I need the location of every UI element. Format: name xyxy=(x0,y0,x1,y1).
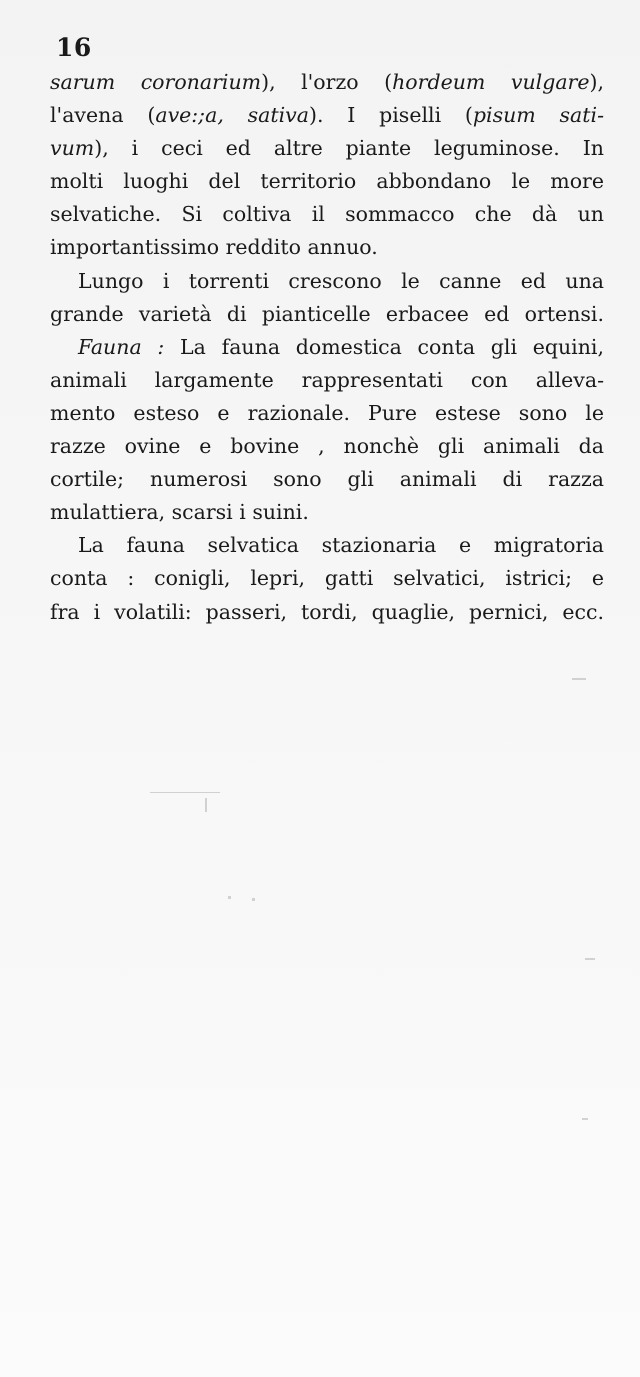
page-number: 16 xyxy=(56,33,92,62)
italic-term: sarum coronarium xyxy=(50,70,262,94)
section-label: Fauna : xyxy=(78,334,165,359)
text-run: ). I piselli ( xyxy=(308,103,473,128)
text-run: Lungo i torrenti crescono le canne ed una xyxy=(78,268,604,293)
italic-term: hordeum vulgare xyxy=(392,70,590,94)
paper-speck xyxy=(150,792,220,793)
text-line xyxy=(50,331,604,364)
text-run: ), l'orzo ( xyxy=(261,70,393,94)
text-line xyxy=(50,596,604,629)
text-line xyxy=(50,132,604,165)
text-line xyxy=(50,66,604,99)
text-run: fra i volatili: passeri, tordi, quaglie, pernici, ecc. xyxy=(50,599,604,624)
text-line xyxy=(50,463,604,496)
text-run: mulattiera, scarsi i suini. xyxy=(50,500,309,525)
text-line xyxy=(50,265,604,298)
text-run: ), xyxy=(589,70,604,94)
italic-term: pisum sati- xyxy=(472,103,604,128)
text-run: ), i ceci ed altre piante leguminose. In xyxy=(94,136,604,161)
text-run: La fauna selvatica stazionaria e migratoria xyxy=(78,533,604,558)
text-run: grande varietà di pianticelle erbacee ed ortensi. xyxy=(50,301,604,326)
text-line xyxy=(50,562,604,595)
paper-speck xyxy=(572,678,586,680)
text-line xyxy=(50,198,604,231)
text-line xyxy=(50,364,604,397)
text-line xyxy=(50,430,604,463)
text-line xyxy=(50,165,604,198)
text-run: conta : conigli, lepri, gatti selvatici, istrici; e xyxy=(50,566,604,591)
text-line xyxy=(50,231,604,264)
text-run: animali largamente rappresentati con alleva- xyxy=(50,367,604,392)
body-text xyxy=(50,66,604,629)
text-run: razze ovine e bovine , nonchè gli animali da xyxy=(50,434,604,459)
text-run: La fauna domestica conta gli equini, xyxy=(164,334,605,359)
text-run: l'avena ( xyxy=(50,103,156,128)
text-run: importantissimo reddito annuo. xyxy=(50,235,378,260)
paper-speck xyxy=(252,898,255,901)
text-line xyxy=(50,496,604,529)
italic-term: vum xyxy=(50,136,95,161)
text-line xyxy=(50,529,604,562)
text-line xyxy=(50,397,604,430)
paper-speck xyxy=(228,896,231,899)
text-run: selvatiche. Si coltiva il sommacco che dà un xyxy=(50,202,604,227)
paper-speck xyxy=(582,1118,588,1120)
italic-term: ave:;a, sativa xyxy=(155,103,309,128)
paper-speck xyxy=(205,798,207,812)
text-line xyxy=(50,298,604,331)
paper-speck xyxy=(585,958,595,960)
text-run: molti luoghi del territorio abbondano le more xyxy=(50,169,604,194)
text-run: cortile; numerosi sono gli animali di razza xyxy=(50,467,604,492)
text-line xyxy=(50,99,604,132)
text-run: mento esteso e razionale. Pure estese sono le xyxy=(50,400,604,425)
